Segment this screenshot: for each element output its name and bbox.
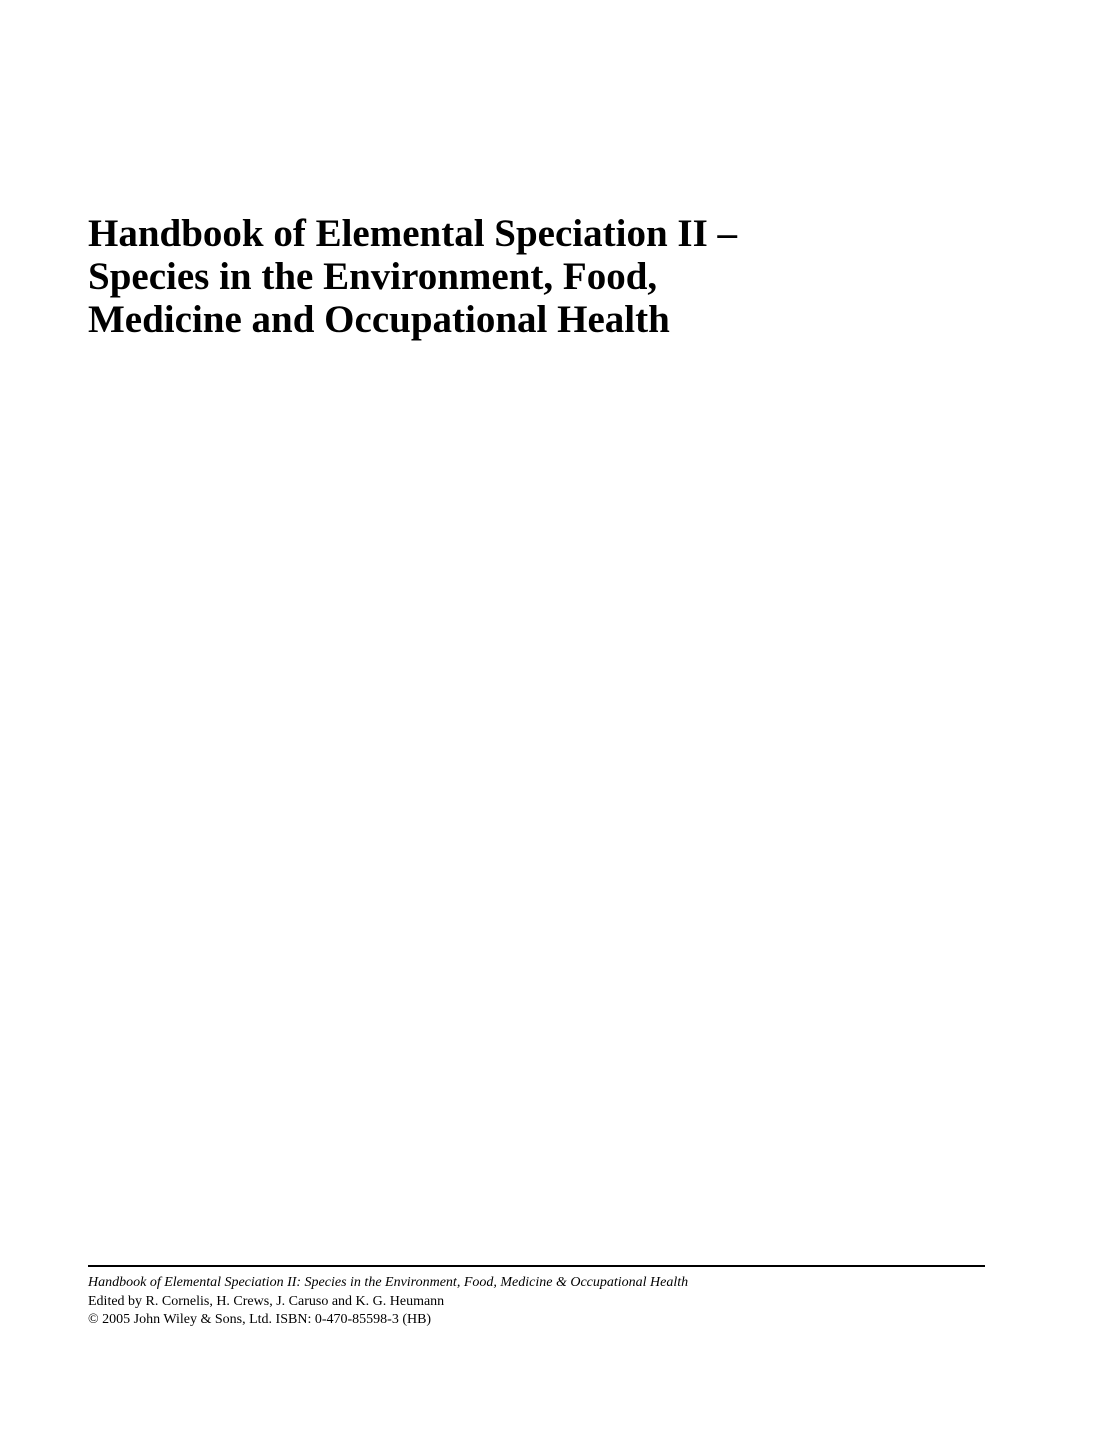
page-title xyxy=(88,212,988,341)
footer-book-title: Handbook of Elemental Speciation II: Species in the Environment, Food, Medicine & Occupational Health xyxy=(88,1275,689,1290)
footer-divider xyxy=(88,1265,985,1267)
title-line-3: Medicine and Occupational Health xyxy=(88,298,670,341)
footer-copyright: © 2005 John Wiley & Sons, Ltd. ISBN: 0-470-85598-3 (HB) xyxy=(88,1312,432,1327)
footer-editors: Edited by R. Cornelis, H. Crews, J. Caruso and K. G. Heumann xyxy=(88,1293,445,1309)
title-line-1: Handbook of Elemental Speciation II – xyxy=(88,212,738,255)
copyright-footer xyxy=(88,1265,985,1330)
title-line-2: Species in the Environment, Food, xyxy=(88,255,658,298)
